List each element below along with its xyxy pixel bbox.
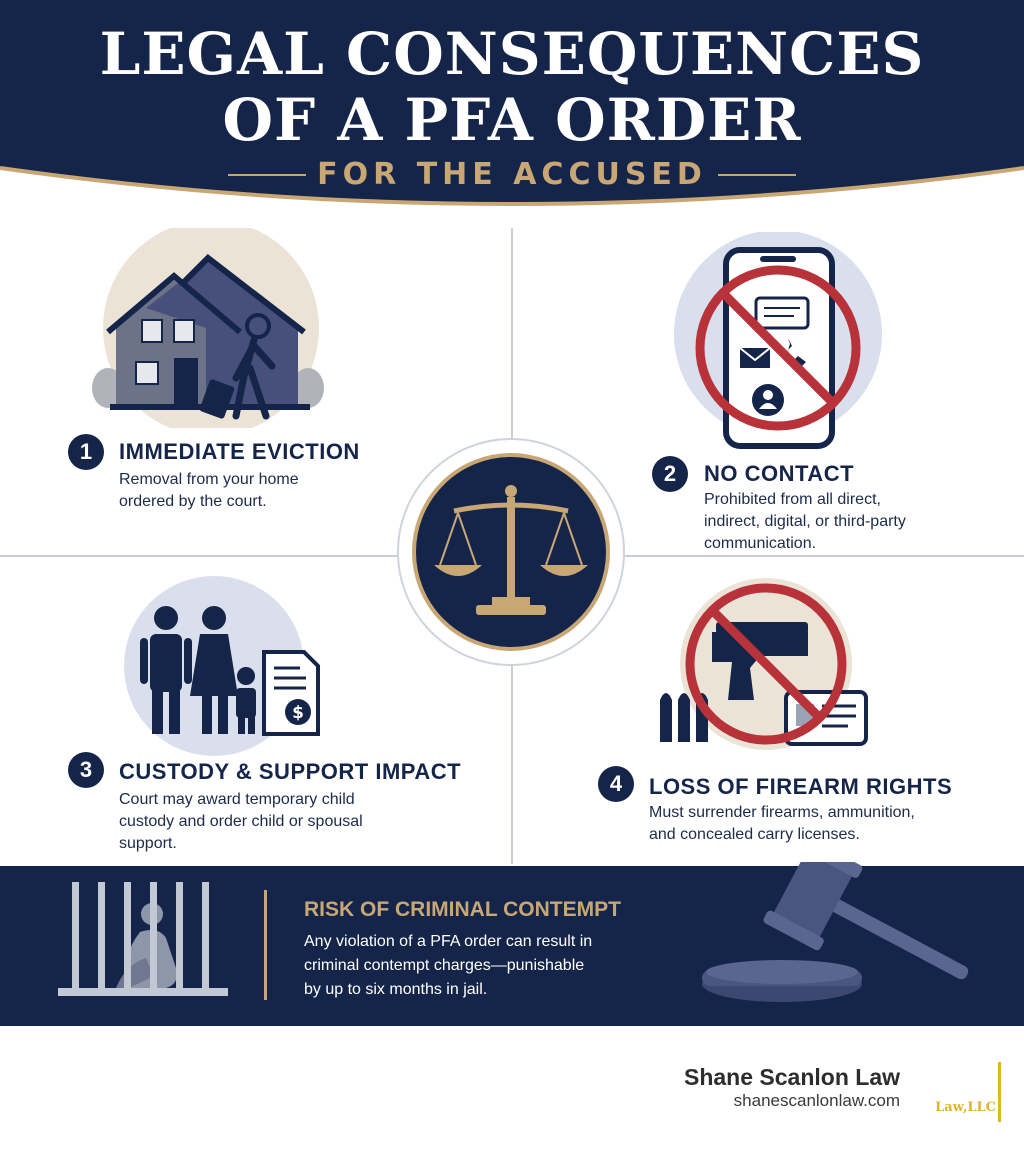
- item-3-title: CUSTODY & SUPPORT IMPACT: [119, 759, 462, 784]
- item-2-description: Prohibited from all direct, indirect, digital, or third-party communication.: [704, 491, 906, 552]
- subtitle-row: [0, 155, 1024, 195]
- svg-text:$: $: [292, 703, 304, 723]
- firm-logo-mark: Law,LLC: [935, 1100, 996, 1115]
- page-title-line1: LEGAL CONSEQUENCES: [99, 20, 925, 88]
- family-support-icon: [122, 576, 328, 762]
- no-phone-contact-icon: [664, 232, 892, 454]
- page-subtitle: FOR THE ACCUSED: [317, 157, 707, 192]
- band-divider: [264, 890, 267, 1000]
- page-title-line2: OF A PFA ORDER: [222, 86, 802, 154]
- item-3-description: Court may award temporary child custody and order child or spousal support.: [119, 791, 363, 852]
- firm-website: shanescanlonlaw.com: [733, 1091, 900, 1110]
- item-1-title: IMMEDIATE EVICTION: [119, 439, 360, 464]
- house-eviction-icon: [86, 228, 336, 428]
- no-firearm-icon: [656, 576, 870, 756]
- risk-title: RISK OF CRIMINAL CONTEMPT: [304, 898, 621, 921]
- item-4-title: LOSS OF FIREARM RIGHTS: [649, 774, 953, 799]
- gavel-icon: [698, 862, 988, 1012]
- item-1-description: Removal from your home ordered by the court.: [119, 471, 299, 510]
- firm-name: Shane Scanlon Law: [684, 1064, 900, 1090]
- risk-description: Any violation of a PFA order can result in criminal contempt charges—punishable by up to six months in jail.: [304, 933, 593, 998]
- item-3-number-badge: 3: [68, 752, 104, 788]
- firm-logo-bar: [998, 1062, 1001, 1122]
- item-4-description: Must surrender firearms, ammunition, and concealed carry licenses.: [649, 804, 915, 843]
- scales-of-justice-icon: [412, 453, 610, 651]
- item-1-number-badge: 1: [68, 434, 104, 470]
- item-2-number-badge: 2: [652, 456, 688, 492]
- item-2-title: NO CONTACT: [704, 461, 855, 486]
- item-4-number-badge: 4: [598, 766, 634, 802]
- jail-bars-icon: [56, 878, 232, 1000]
